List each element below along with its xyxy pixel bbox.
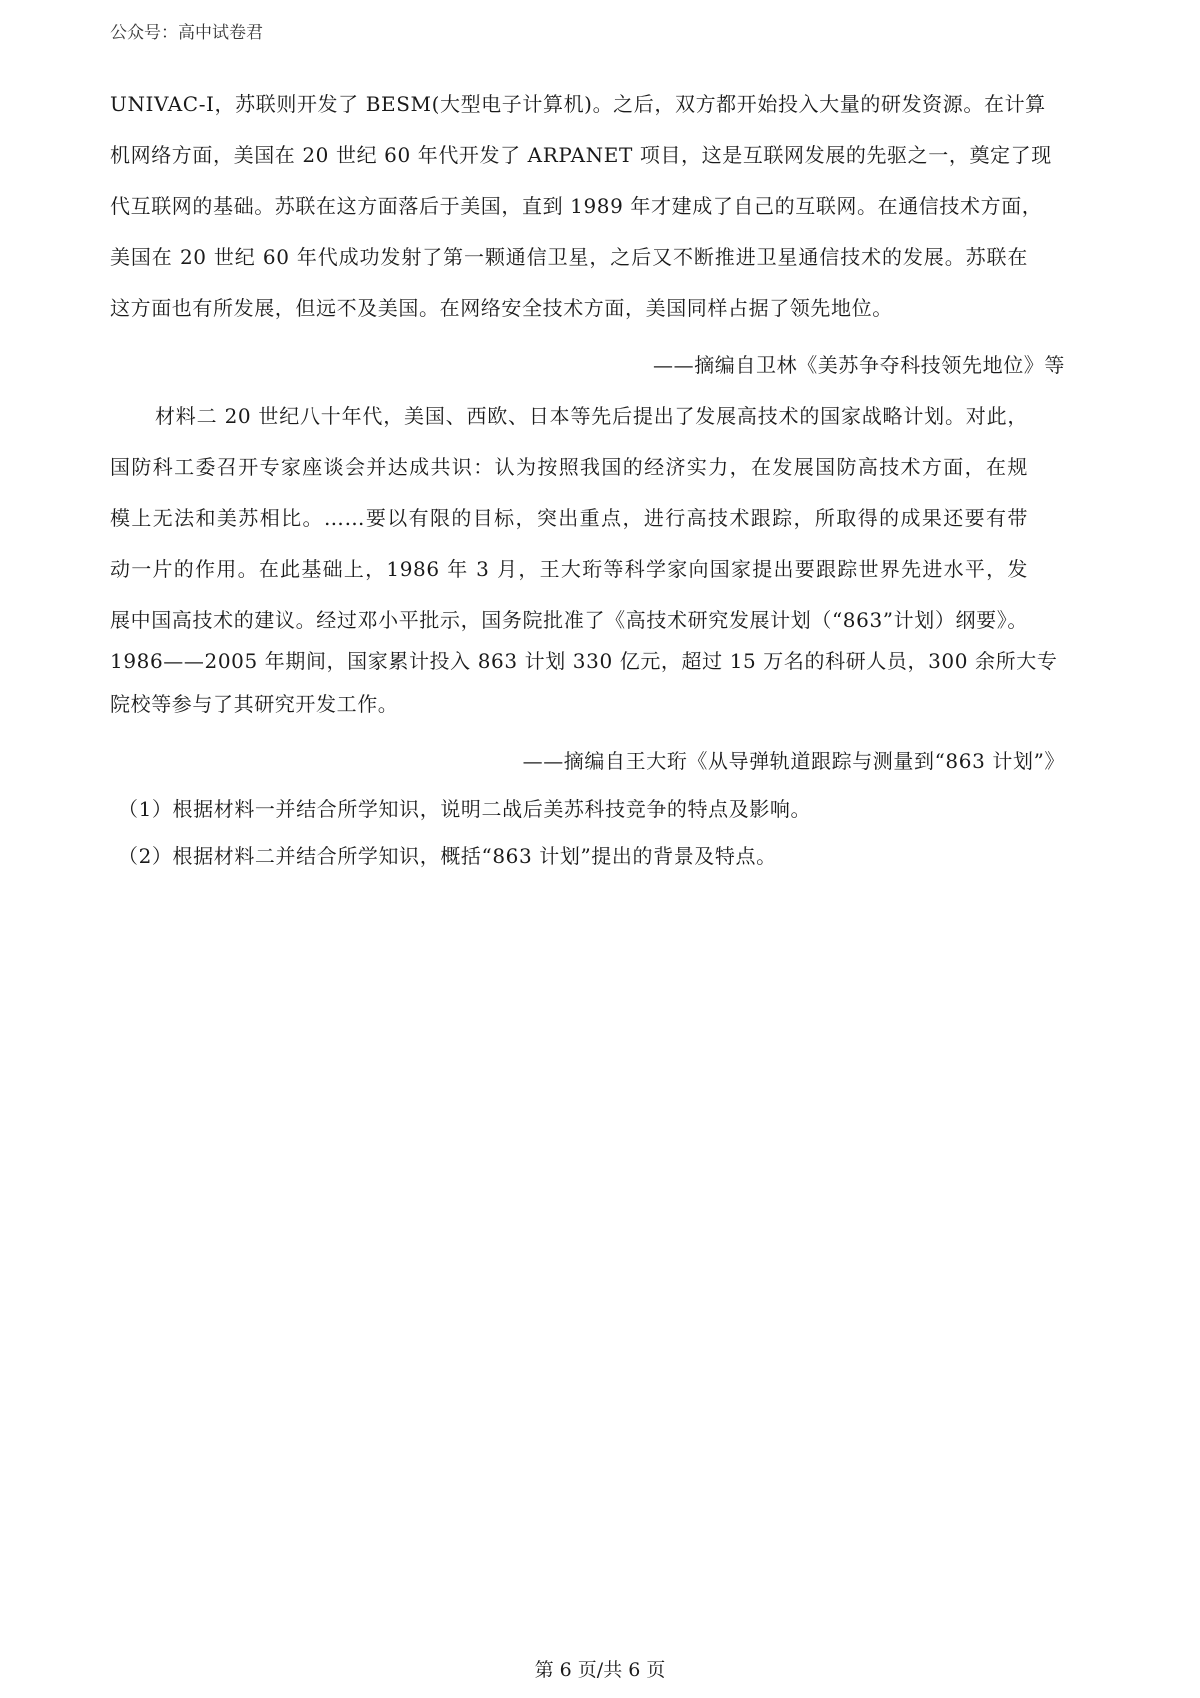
material-one-source: ——摘编自卫林《美苏争夺科技领先地位》等 bbox=[653, 353, 1065, 377]
material-two-source: ——摘编自王大珩《从导弹轨道跟踪与测量到“863 计划”》 bbox=[522, 749, 1065, 773]
material-one-line: UNIVAC-I，苏联则开发了 BESM(大型电子计算机)。之后，双方都开始投入大量的研发资源。在计算 bbox=[110, 92, 1046, 116]
material-one-line: 代互联网的基础。苏联在这方面落后于美国，直到 1989 年才建成了自己的互联网。在通信技术方面， bbox=[110, 194, 1043, 218]
material-two-line: 院校等参与了其研究开发工作。 bbox=[110, 692, 399, 716]
material-two-line: 1986——2005 年期间，国家累计投入 863 计划 330 亿元，超过 15 万名的科研人员，300 余所大专 bbox=[110, 649, 1058, 673]
material-one-line: 美国在 20 世纪 60 年代成功发射了第一颗通信卫星，之后又不断推进卫星通信技术的发展。苏联在 bbox=[110, 245, 1028, 269]
material-two-line: 动一片的作用。在此基础上，1986 年 3 月，王大珩等科学家向国家提出要跟踪世界先进水平，发 bbox=[110, 557, 1028, 581]
material-one-line: 这方面也有所发展，但远不及美国。在网络安全技术方面，美国同样占据了领先地位。 bbox=[110, 296, 893, 320]
question-1: （1）根据材料一并结合所学知识，说明二战后美苏科技竞争的特点及影响。 bbox=[118, 797, 812, 821]
header-account: 公众号：高中试卷君 bbox=[110, 23, 263, 43]
material-two bbox=[110, 0, 1065, 868]
material-one-line: 机网络方面，美国在 20 世纪 60 年代开发了 ARPANET 项目，这是互联网发展的先驱之一，奠定了现 bbox=[110, 143, 1052, 167]
question-2: （2）根据材料二并结合所学知识，概括“863 计划”提出的背景及特点。 bbox=[118, 844, 777, 868]
material-two-line: 材料二 20 世纪八十年代，美国、西欧、日本等先后提出了发展高技术的国家战略计划。对此， bbox=[155, 404, 1028, 428]
material-two-line: 国防科工委召开专家座谈会并达成共识：认为按照我国的经济实力，在发展国防高技术方面，在规 bbox=[110, 455, 1028, 479]
page-footer: 第 6 页/共 6 页 bbox=[534, 1659, 666, 1681]
material-two-line: 模上无法和美苏相比。……要以有限的目标，突出重点，进行高技术跟踪，所取得的成果还要有带 bbox=[110, 506, 1028, 530]
material-two-line: 展中国高技术的建议。经过邓小平批示，国务院批准了《高技术研究发展计划（“863”计划）纲要》。 bbox=[110, 608, 1028, 632]
